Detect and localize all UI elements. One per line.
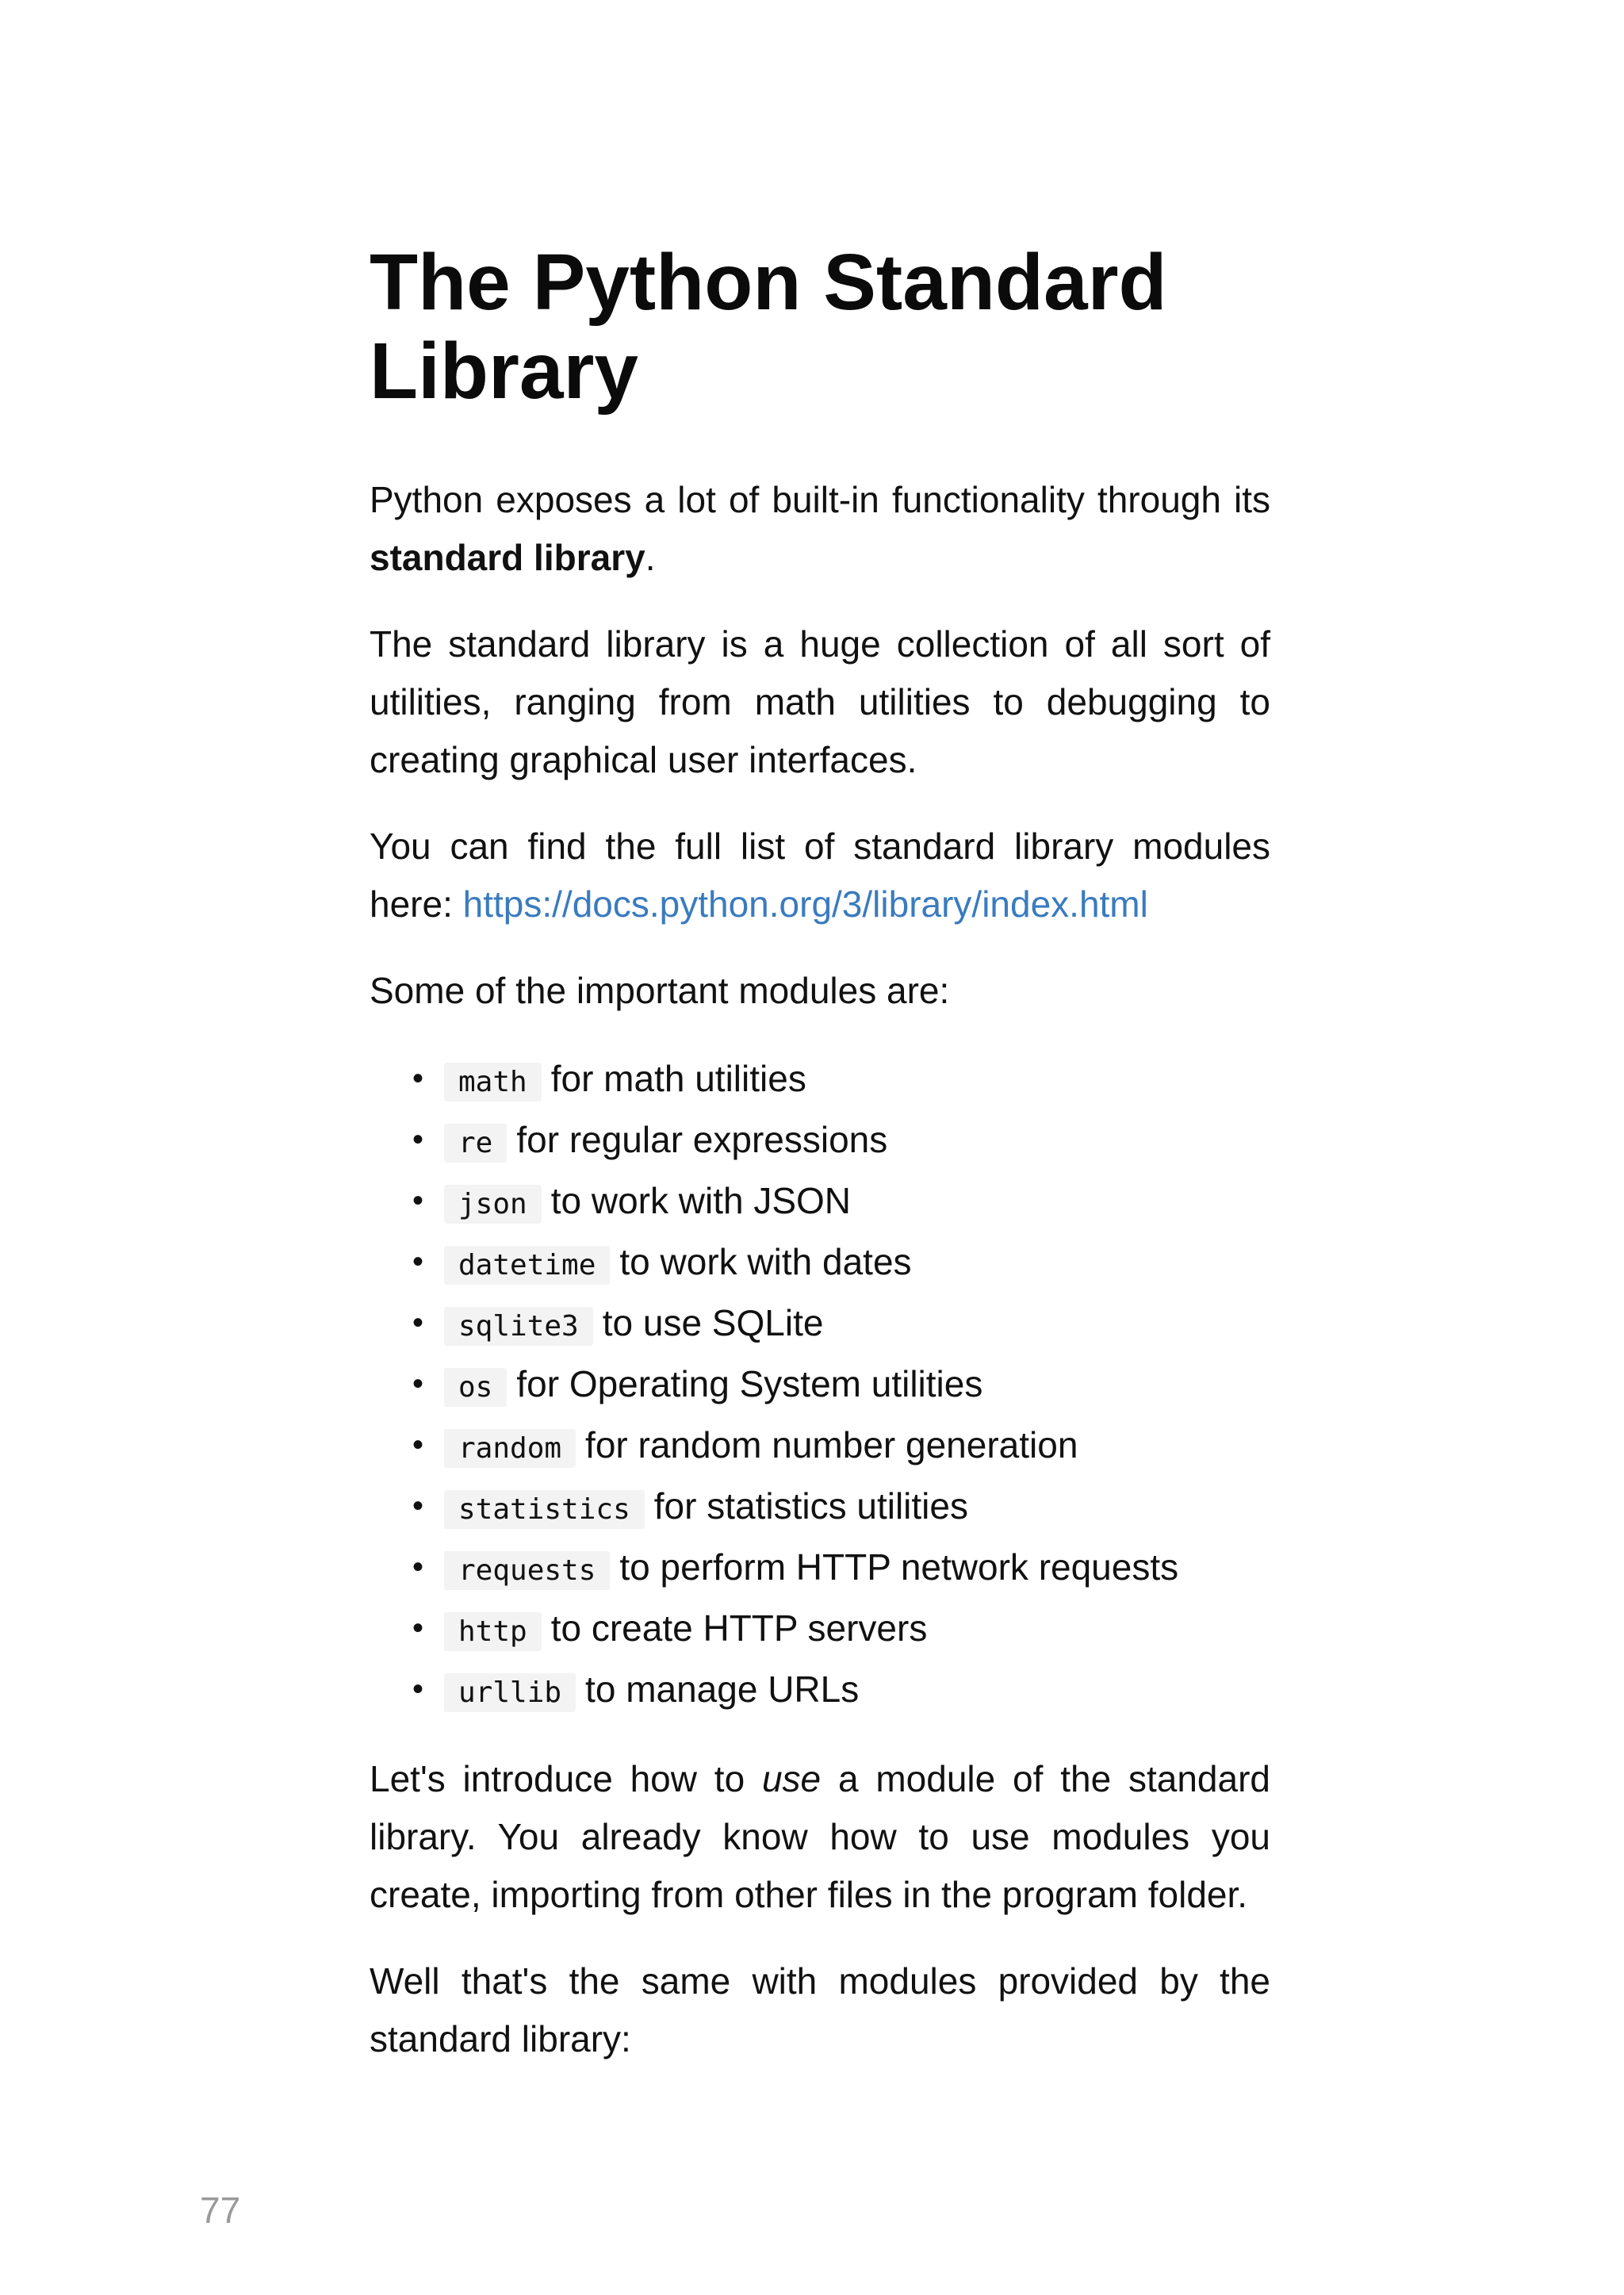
docs-link[interactable]: https://docs.python.org/3/library/index.html xyxy=(462,883,1148,925)
intro-paragraph xyxy=(370,471,1270,587)
module-name: http xyxy=(444,1612,542,1651)
module-name: requests xyxy=(444,1551,610,1590)
list-item xyxy=(406,1477,1270,1538)
list-item xyxy=(406,1600,1270,1661)
bullet-icon: • xyxy=(412,1366,423,1401)
list-item xyxy=(406,1538,1270,1600)
library-description-paragraph: The standard library is a huge collection of all sort of utilities, ranging from math utilities to debugging to creating graphical user interfaces. xyxy=(370,623,1270,780)
intro-text: Python exposes a lot of built-in functionality through its xyxy=(370,479,1270,520)
module-list-link-paragraph xyxy=(370,818,1270,933)
module-name: math xyxy=(444,1063,542,1102)
list-item xyxy=(406,1111,1270,1172)
module-name: os xyxy=(444,1368,507,1407)
module-name: urllib xyxy=(444,1673,576,1712)
list-item xyxy=(406,1172,1270,1233)
module-description: for regular expressions xyxy=(516,1119,888,1160)
module-name: json xyxy=(444,1185,542,1224)
standard-library-import-paragraph: Well that's the same with modules provided by the standard library: xyxy=(370,1960,1270,2059)
bullet-icon: • xyxy=(412,1183,423,1218)
bullet-icon: • xyxy=(412,1122,423,1157)
page-number: 77 xyxy=(200,2190,241,2231)
bullet-icon: • xyxy=(412,1061,423,1096)
bullet-icon: • xyxy=(412,1550,423,1584)
usage-emphasis: use xyxy=(761,1758,822,1799)
list-item xyxy=(406,1050,1270,1111)
link-intro-text: You can find the full list of standard library modules here: xyxy=(370,826,1270,925)
module-name: datetime xyxy=(444,1246,610,1285)
list-item xyxy=(406,1355,1270,1416)
page-title: The Python Standard Library xyxy=(370,238,1167,416)
module-name: sqlite3 xyxy=(444,1307,593,1346)
list-item xyxy=(406,1661,1270,1722)
module-description: to work with dates xyxy=(619,1241,912,1282)
bullet-icon: • xyxy=(412,1244,423,1279)
intro-end: . xyxy=(645,537,656,578)
module-name: re xyxy=(444,1124,507,1163)
module-description: to use SQLite xyxy=(602,1302,824,1343)
usage-text-end: a module of the standard library. You already know how to use modules you create, importing from other files in the program folder. xyxy=(370,1758,1270,1915)
usage-intro-paragraph xyxy=(370,1750,1270,1924)
module-description: to create HTTP servers xyxy=(550,1607,928,1649)
module-description: for math utilities xyxy=(550,1058,806,1099)
module-description: for Operating System utilities xyxy=(516,1363,983,1404)
usage-text-start: Let's introduce how to xyxy=(370,1758,762,1799)
module-list xyxy=(370,1050,1270,1722)
bullet-icon: • xyxy=(412,1488,423,1523)
module-description: to manage URLs xyxy=(585,1669,860,1710)
page-content xyxy=(370,238,1270,2068)
bullet-icon: • xyxy=(412,1305,423,1340)
list-item xyxy=(406,1233,1270,1294)
bullet-icon: • xyxy=(412,1672,423,1707)
module-name: statistics xyxy=(444,1490,645,1529)
module-description: for random number generation xyxy=(585,1424,1078,1466)
intro-bold-term: standard library xyxy=(370,537,645,578)
important-modules-heading: Some of the important modules are: xyxy=(370,970,950,1011)
module-name: random xyxy=(444,1429,576,1468)
bullet-icon: • xyxy=(412,1427,423,1462)
list-item xyxy=(406,1294,1270,1355)
module-description: for statistics utilities xyxy=(653,1485,968,1527)
bullet-icon: • xyxy=(412,1611,423,1646)
list-item xyxy=(406,1416,1270,1477)
module-description: to work with JSON xyxy=(550,1180,852,1221)
module-description: to perform HTTP network requests xyxy=(619,1546,1179,1588)
